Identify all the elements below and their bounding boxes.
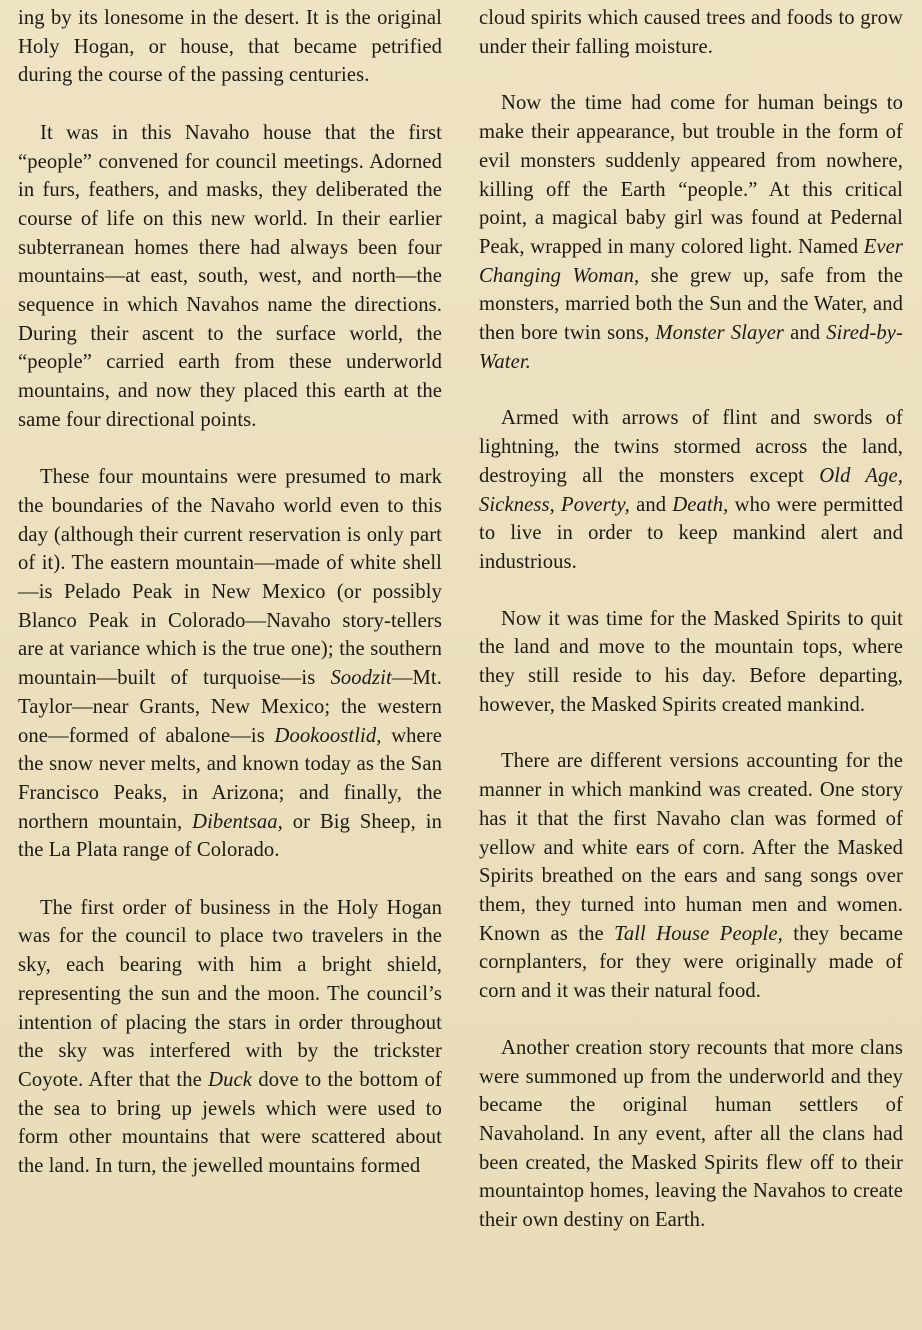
paragraph-text: who were permitted to live in order to keep mankind alert and industrious. xyxy=(479,493,903,573)
italic-name: Tall House People, xyxy=(614,922,783,945)
paragraph-text: and xyxy=(784,322,827,345)
italic-name: Duck xyxy=(208,1068,252,1091)
paragraph-text: cloud spirits which caused trees and foods to grow under their falling moisture. xyxy=(479,7,903,58)
paragraph-text: dove to the bottom of the sea to bring up jewels which were used to form other mountains that were scattered about the land. In turn, the jewelled mountains formed xyxy=(18,1068,442,1178)
left-paragraph-3 xyxy=(18,463,442,865)
left-paragraph-2 xyxy=(18,119,442,435)
italic-name: Dibentsaa, xyxy=(192,810,283,833)
paragraph-text: —Mt. Taylor—near Grants, New Mexico; the western one—formed of abalone—is xyxy=(18,667,442,747)
left-paragraph-1 xyxy=(18,4,442,90)
italic-name: Sired-by-Water. xyxy=(479,322,903,373)
italic-name: Death, xyxy=(672,493,729,516)
paragraph-text: It was in this Navaho house that the first “people” convened for council meetings. Adorned in furs, feathers, and masks, they deliberated the course of life on this new world. In their earlier subterranean homes there had always been four mountains—at east, south, west, and north—the sequence in which Navahos name the directions. During their ascent to the surface world, the “people” carried earth from these underworld mountains, and now they placed this earth at the same four directional points. xyxy=(18,121,442,431)
right-paragraph-1 xyxy=(479,4,903,61)
paragraph-text: Armed with arrows of flint and swords of lightning, the twins stormed across the land, destroying all the monsters except xyxy=(479,407,903,487)
paragraph-text: ing by its lonesome in the desert. It is the original Holy Hogan, or house, that became petrified during the course of the passing centuries. xyxy=(18,7,442,87)
italic-name: Ever Changing Woman, xyxy=(479,235,903,287)
italic-name: Soodzit xyxy=(330,667,392,690)
right-paragraph-6 xyxy=(479,1034,903,1235)
paragraph-text: she grew up, safe from the monsters, married both the Sun and the Water, and then bore twin sons, xyxy=(479,264,903,345)
paragraph-text: or Big Sheep, in the La Plata range of Colorado. xyxy=(18,810,442,862)
italic-name: Old Age, Sickness, Poverty, xyxy=(479,464,903,516)
left-paragraph-4 xyxy=(18,894,442,1181)
paragraph-text: Now it was time for the Masked Spirits to quit the land and move to the mountain tops, where they still reside to his day. Before departing, however, the Masked Spirits created mankind. xyxy=(479,607,903,716)
right-column xyxy=(479,4,903,1235)
right-paragraph-2 xyxy=(479,89,903,376)
paragraph-text: There are different versions accounting for the manner in which mankind was created. One story has it that the first Navaho clan was formed of yellow and white ears of corn. After the Masked Spirits breathed on the ears and sang songs over them, they turned into human men and women. Known as the xyxy=(479,750,903,945)
right-paragraph-3 xyxy=(479,404,903,576)
paragraph-text: they became cornplanters, for they were originally made of corn and it was their natural food. xyxy=(479,922,903,1003)
italic-name: Dookoostlid, xyxy=(274,724,382,747)
paragraph-text: and xyxy=(629,493,673,516)
paragraph-text: where the snow never melts, and known today as the San Francisco Peaks, in Arizona; and finally, the northern mountain, xyxy=(18,724,442,833)
paragraph-text: The first order of business in the Holy Hogan was for the council to place two travelers in the sky, each bearing with him a bright shield, representing the sun and the moon. The council’s intention of placing the stars in order throughout the sky was interfered with by the trickster Coyote. After that the xyxy=(18,896,442,1091)
paragraph-text: Now the time had come for human beings to make their appearance, but trouble in the form of evil monsters suddenly appeared from nowhere, killing off the Earth “people.” At this critical point, a magical baby girl was found at Pedernal Peak, wrapped in many colored light. Named xyxy=(479,92,903,258)
paragraph-text: Another creation story recounts that more clans were summoned up from the underworld and they became the original human settlers of Navaholand. In any event, after all the clans had been created, the Masked Spirits flew off to their mountaintop homes, leaving the Navahos to create their own destiny on Earth. xyxy=(479,1036,903,1232)
right-paragraph-4 xyxy=(479,605,903,720)
left-column xyxy=(18,4,442,1181)
italic-name: Monster Slayer xyxy=(655,322,785,345)
right-paragraph-5 xyxy=(479,747,903,1005)
paragraph-text: These four mountains were presumed to mark the boundaries of the Navaho world even to this day (although their current reservation is only part of it). The eastern mountain—made of white shell—is Pelado Peak in New Mexico (or possibly Blanco Peak in Colorado—Navaho story-tellers are at variance which is the true one); the southern mountain—built of turquoise—is xyxy=(18,466,442,690)
